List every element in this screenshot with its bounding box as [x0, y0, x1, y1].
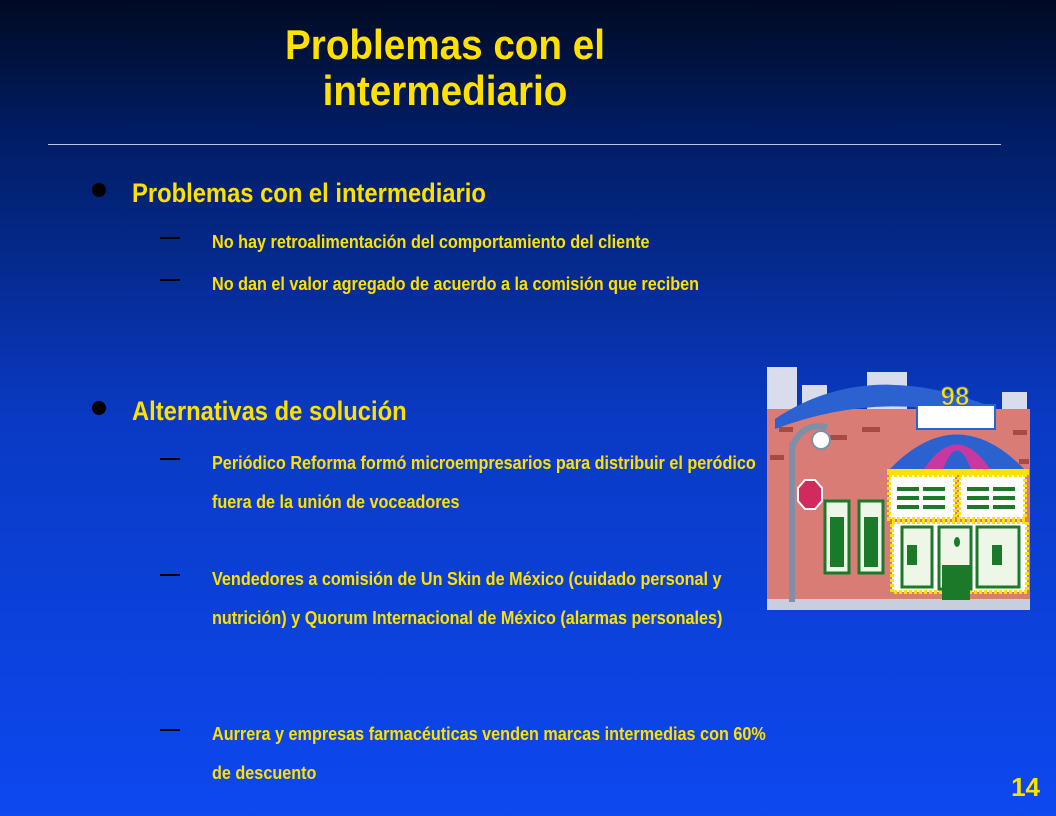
slide-title-line-1: Problemas con el	[285, 21, 605, 68]
bullet-dot	[92, 183, 106, 197]
slide-title	[201, 22, 689, 114]
list-item	[160, 715, 800, 793]
bullet-dash	[160, 574, 180, 576]
slide-title-line-2: intermediario	[322, 67, 568, 114]
storefront-icon	[767, 367, 1032, 612]
awning-text: 98	[940, 381, 970, 411]
list-item	[160, 560, 800, 638]
list-item-text: Periódico Reforma formó microempresarios para distribuir el peródico fuera de la unión de voceadores	[212, 453, 756, 512]
list-item	[160, 444, 800, 522]
bullet-dash	[160, 237, 180, 239]
bullet-dot	[92, 401, 106, 415]
page-number: 14	[1011, 772, 1040, 802]
section-heading-text: Alternativas de solución	[132, 396, 407, 426]
list-item	[160, 265, 800, 304]
bullet-dash	[160, 458, 180, 460]
list-item-text: No hay retroalimentación del comportamiento del cliente	[212, 232, 650, 252]
bullet-dash	[160, 729, 180, 731]
section-heading-text: Problemas con el intermediario	[132, 178, 486, 208]
list-item-text: Aurrera y empresas farmacéuticas venden marcas intermedias con 60% de descuento	[212, 724, 766, 783]
list-item-text: No dan el valor agregado de acuerdo a la comisión que reciben	[212, 274, 700, 294]
title-divider	[48, 144, 1001, 145]
list-item	[160, 223, 800, 262]
bullet-dash	[160, 279, 180, 281]
list-item-text: Vendedores a comisión de Un Skin de México (cuidado personal y nutrición) y Quorum Internacional de México (alarmas personales)	[212, 569, 723, 628]
